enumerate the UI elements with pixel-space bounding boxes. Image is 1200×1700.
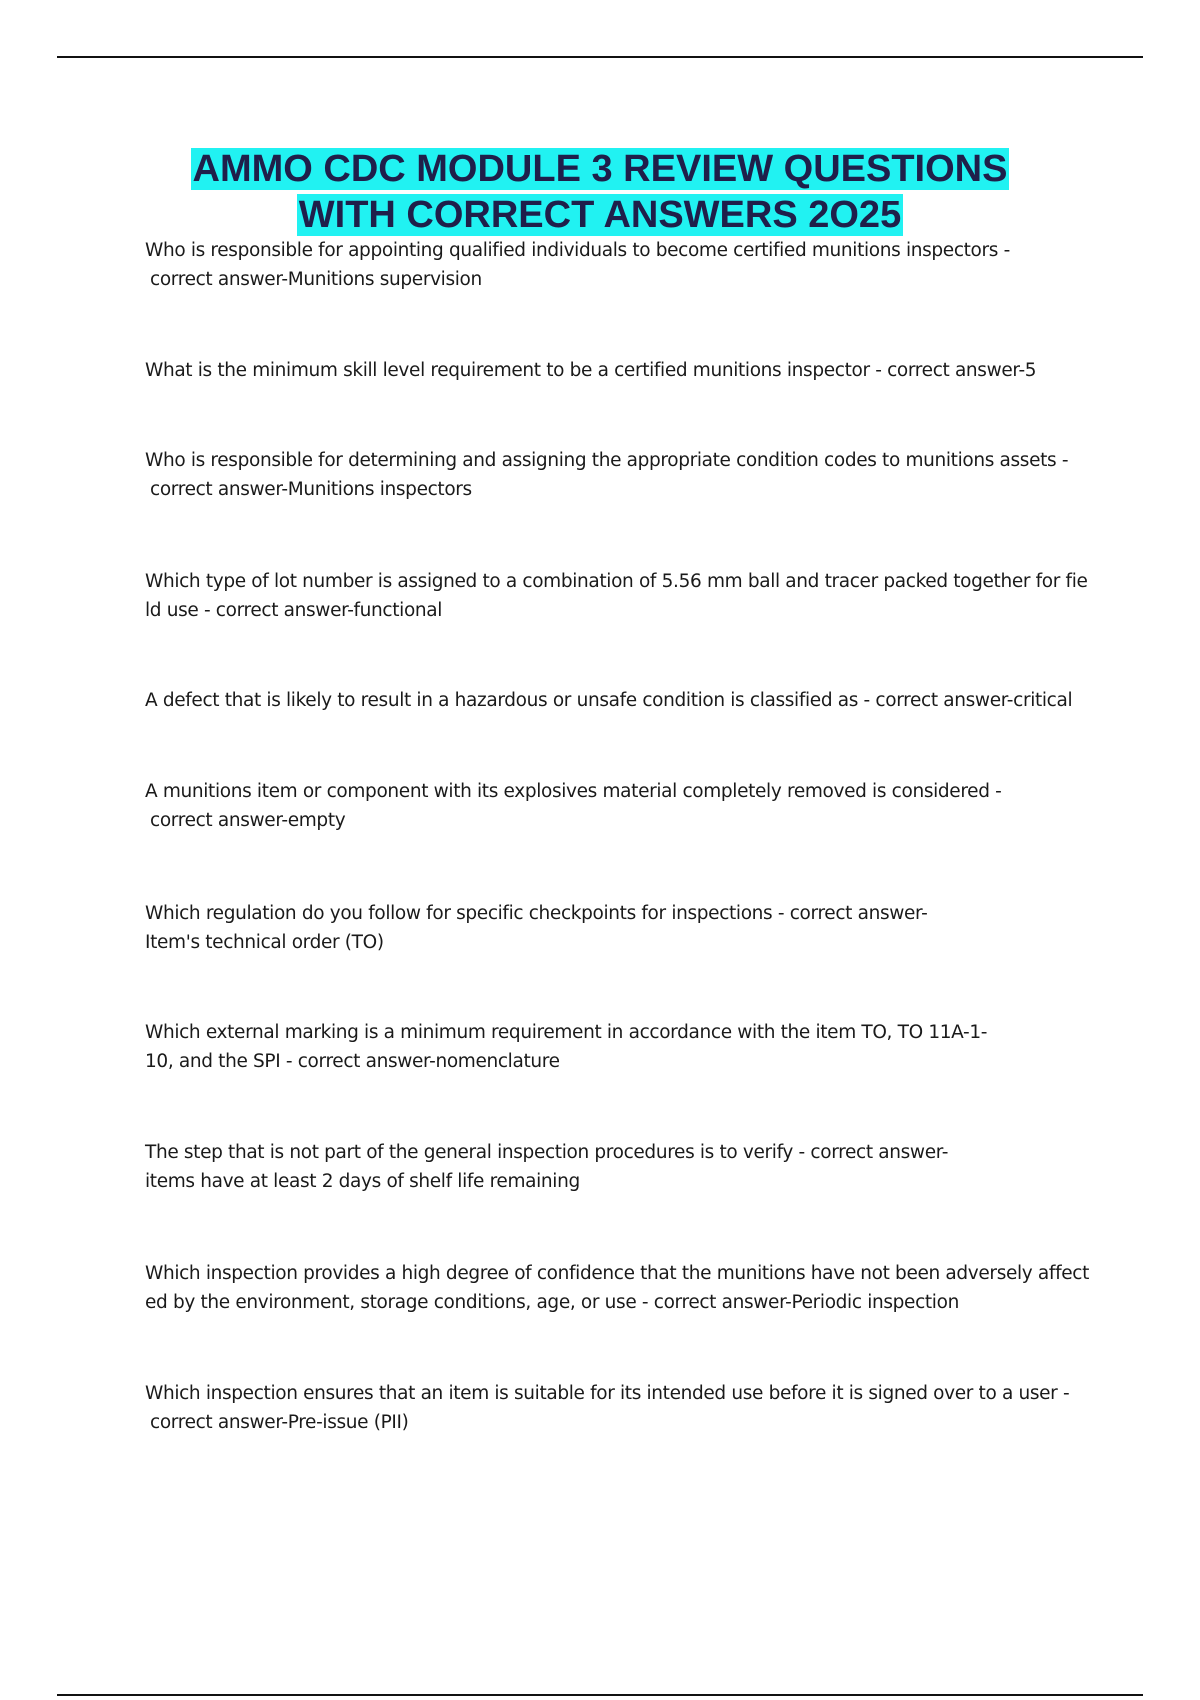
qa-item [145, 1138, 1095, 1196]
qa-answer-text: correct answer-Munitions inspectors [150, 479, 472, 500]
qa-question-text: Which inspection provides a high degree of confidence that the munitions have not been adversely affect [145, 1263, 1089, 1284]
qa-item [145, 1379, 1095, 1437]
qa-item [145, 236, 1095, 294]
qa-question-text: The step that is not part of the general inspection procedures is to verify - correct answer- [145, 1142, 949, 1163]
qa-question-text: Who is responsible for determining and assigning the appropriate condition codes to munitions assets - [145, 450, 1069, 471]
qa-item [145, 899, 1095, 957]
qa-answer-text: correct answer-Pre-issue (PII) [150, 1412, 409, 1433]
qa-question-text: Which external marking is a minimum requirement in accordance with the item TO, TO 11A-1- [145, 1022, 988, 1043]
qa-answer-text: items have at least 2 days of shelf life remaining [145, 1171, 580, 1192]
top-rule [57, 56, 1143, 58]
qa-question-text: A defect that is likely to result in a hazardous or unsafe condition is classified as - correct answer-critical [145, 690, 1073, 711]
qa-answer-text: ld use - correct answer-functional [145, 600, 443, 621]
qa-answer-text: 10, and the SPI - correct answer-nomenclature [145, 1051, 560, 1072]
qa-item [145, 686, 1095, 715]
title-line-2: WITH CORRECT ANSWERS 2O25 [298, 194, 902, 236]
qa-answer-text: ed by the environment, storage conditions, age, or use - correct answer-Periodic inspection [145, 1292, 959, 1313]
qa-question-text: Which regulation do you follow for specific checkpoints for inspections - correct answer- [145, 903, 928, 924]
qa-question-text: What is the minimum skill level requirement to be a certified munitions inspector - correct answer-5 [145, 360, 1037, 381]
bottom-rule [57, 1694, 1143, 1696]
qa-answer-text: correct answer-empty [150, 810, 346, 831]
qa-question-text: Which inspection ensures that an item is suitable for its intended use before it is signed over to a user - [145, 1383, 1070, 1404]
qa-answer-text: Item's technical order (TO) [145, 932, 384, 953]
qa-question-text: Who is responsible for appointing qualified individuals to become certified munitions inspectors - [145, 240, 1010, 261]
qa-item [145, 567, 1095, 625]
qa-item [145, 356, 1095, 385]
qa-question-text: A munitions item or component with its explosives material completely removed is considered - [145, 781, 1002, 802]
qa-answer-text: correct answer-Munitions supervision [150, 269, 482, 290]
qa-item [145, 1018, 1095, 1076]
document-title [0, 146, 1200, 238]
title-line-1: AMMO CDC MODULE 3 REVIEW QUESTIONS [192, 148, 1008, 190]
qa-item [145, 446, 1095, 504]
qa-question-text: Which type of lot number is assigned to a combination of 5.56 mm ball and tracer packed together for fie [145, 571, 1088, 592]
qa-item [145, 1259, 1095, 1317]
qa-item [145, 777, 1095, 835]
